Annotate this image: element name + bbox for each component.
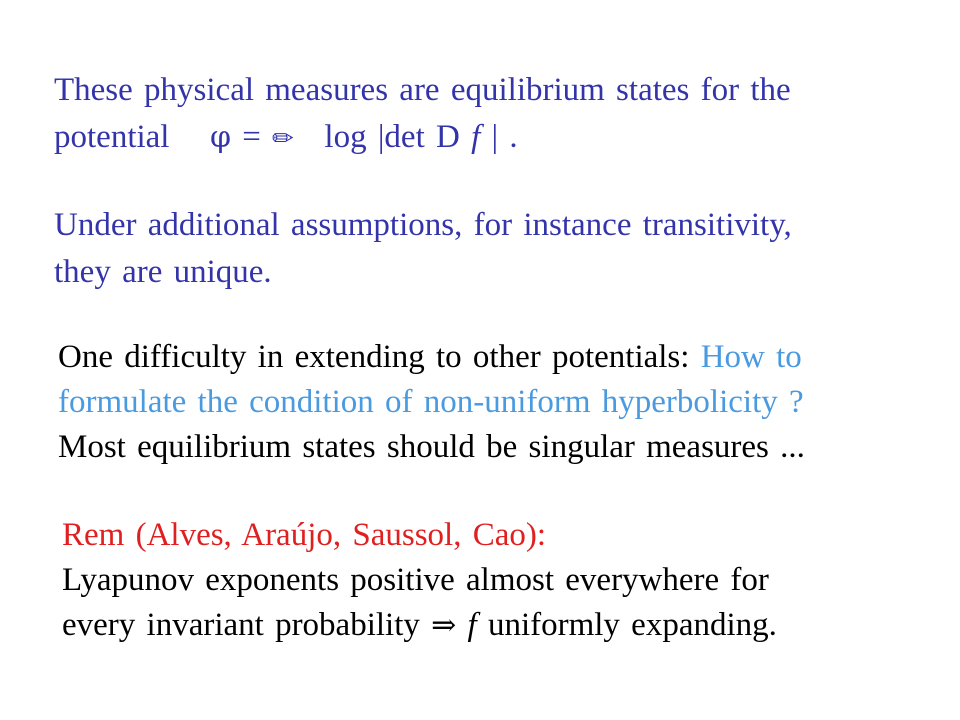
lyapunov-text: Lyapunov exponents positive almost everywhere for	[62, 562, 769, 598]
uniqueness-line-1	[54, 205, 792, 245]
potential-word: potential	[54, 119, 170, 155]
difficulty-line-3	[58, 427, 805, 467]
difficulty-line-2	[58, 382, 804, 422]
uniqueness-text-2: they are unique.	[54, 254, 272, 290]
difficulty-line-1	[58, 337, 802, 377]
physical-measures-line-1	[54, 70, 791, 110]
physical-measures-line-2	[54, 117, 518, 159]
remark-title-text: Rem (Alves, Araújo, Saussol, Cao):	[62, 517, 547, 553]
uniformly-expanding-text: uniformly expanding.	[487, 607, 777, 643]
remark-line-2	[62, 605, 777, 646]
log-det-text: log |det D	[324, 119, 460, 155]
difficulty-text: One difficulty in extending to other potentials:	[58, 339, 701, 375]
pencil-icon: ✏	[272, 124, 294, 154]
invariant-probability-text: every invariant probability	[62, 607, 432, 643]
closing-bar: | .	[491, 119, 518, 155]
equals-sign: =	[242, 119, 273, 155]
physical-measures-text: These physical measures are equilibrium states for the	[54, 72, 791, 108]
f-symbol: f	[471, 119, 481, 155]
implies-icon: ⇒	[431, 608, 457, 643]
remark-title	[62, 515, 546, 555]
f-symbol-2: f	[467, 607, 477, 643]
remark-line-1	[62, 560, 769, 600]
singular-measures-text: Most equilibrium states should be singular measures ...	[58, 429, 805, 465]
uniqueness-text-1: Under additional assumptions, for instance transitivity,	[54, 207, 792, 243]
how-to-text: How to	[700, 339, 802, 375]
phi-symbol: φ	[209, 120, 231, 155]
hyperbolicity-question: formulate the condition of non-uniform hyperbolicity ?	[58, 384, 804, 420]
uniqueness-line-2	[54, 252, 272, 292]
